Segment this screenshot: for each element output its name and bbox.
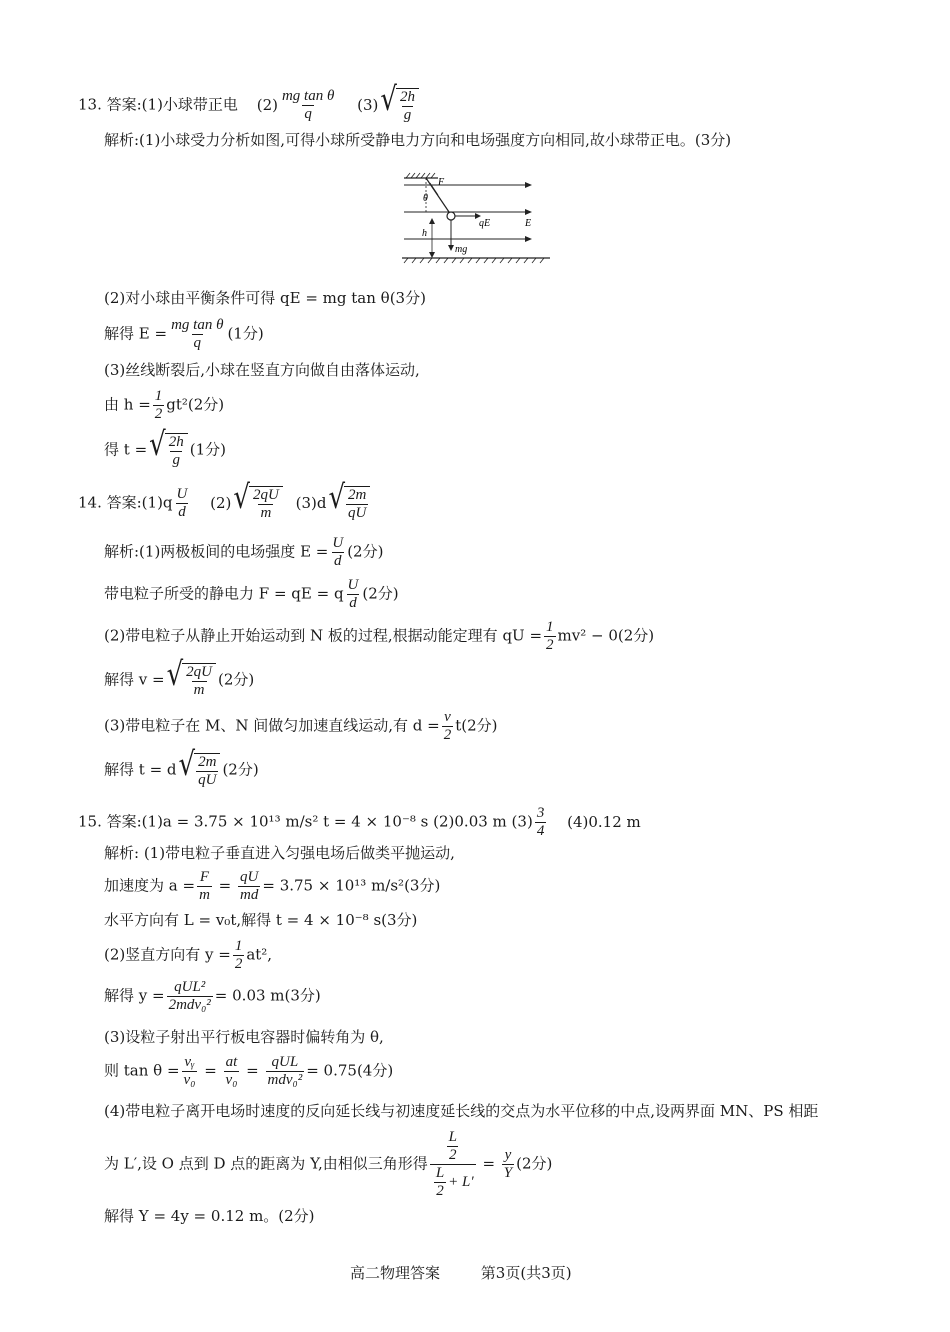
q14-a3-num: 2m (348, 487, 367, 503)
q15-a3-num: 3 (536, 805, 545, 821)
q15-l9-nd: 2 (448, 1147, 457, 1163)
q13-answer-line (78, 81, 421, 123)
q15-l9-dd: 2 (436, 1183, 444, 1199)
q13-solve-E-score: (1分) (227, 324, 264, 343)
q13-solve-E (104, 318, 264, 351)
q13-get-t-prefix: 得 t = (104, 440, 148, 459)
diagram-label-theta: θ (423, 193, 428, 204)
q15-line-7: 则 tan θ = $\frac{\text{vᵧ}}{\text{v₀}}$ = $\frac{at}{\text{v₀}}$ = $\frac{\text{qUL}}{\text{mdv₀²}}$ = 0.75(4分) (104, 1054, 394, 1088)
q15-a3-den: 4 (536, 823, 545, 839)
diagram-label-h: h (422, 228, 427, 239)
q13-answer-prefix: 13. 答案:(1)小球带正电 (78, 95, 238, 114)
diagram-label-F: F (438, 177, 445, 188)
q14-line-6: 解得 t = d √ $\frac{2m}{qU}$ (2分) (104, 746, 259, 788)
q13-by-h-prefix: 由 h = (104, 395, 151, 414)
q15-line-6: (3)设粒子射出平行板电容器时偏转角为 θ, (104, 1028, 384, 1046)
q14-a1-den: d (178, 504, 186, 520)
q15-answer-text: 15. 答案:(1)a = 3.75 × 10¹³ m/s² t = 4 × 10⁻⁸ s (2)0.03 m (3) (78, 812, 533, 831)
q15-line-3: 水平方向有 L = v₀t,解得 t = 4 × 10⁻⁸ s(3分) (104, 911, 418, 929)
q14-l1-score: (2分) (347, 542, 384, 561)
q13-analysis-1: 解析:(1)小球受力分析如图,可得小球所受静电力方向和电场强度方向相同,故小球带正电。(3分) (104, 131, 732, 149)
q15-l2-n2: qU (240, 869, 259, 885)
q15-l5-prefix: 解得 y = (104, 986, 165, 1005)
q13-get-t-den: g (172, 452, 180, 468)
q14-line-2 (104, 578, 399, 611)
q13-get-t-num: 2h (168, 434, 184, 450)
q13-a2-num: mg tan θ (281, 88, 335, 104)
q15-l9-rd: Y (503, 1165, 513, 1181)
q13-a3-num: 2h (399, 89, 415, 105)
q13-get-t: 得 t = √ $\frac{2h}{g}$ (1分) (104, 426, 226, 468)
q13-force-diagram (398, 168, 558, 268)
q14-line-3 (104, 620, 654, 653)
q14-l2-den: d (349, 595, 357, 611)
q13-a3-den: g (403, 107, 412, 123)
q15-l9-eq: = (482, 1154, 496, 1173)
q15-l2-d1: m (199, 887, 210, 903)
q13-a2-label: (2) (256, 95, 278, 114)
q14-a3-den: qU (348, 505, 367, 521)
q15-line-5 (104, 980, 321, 1013)
q15-l4-suffix: at², (246, 945, 273, 964)
q13-a3-sqrt: √ $\frac{2h}{g}$ (380, 88, 419, 123)
q13-by-h (104, 389, 224, 422)
q15-l9-dtail: + L′ (448, 1173, 474, 1190)
q14-l2-score: (2分) (362, 584, 399, 603)
q15-l4-den: 2 (234, 956, 243, 972)
q14-l3-suffix: mv² − 0(2分) (557, 626, 655, 645)
q13-solve-E-den: q (193, 335, 201, 351)
q14-answer-prefix: 14. 答案:(1)q (78, 493, 173, 512)
q14-a2-label: (2) (210, 493, 232, 512)
q14-line-4: 解得 v = √ $\frac{2qU}{m}$ (2分) (104, 656, 255, 698)
q15-line-10: 解得 Y = 4y = 0.12 m。(2分) (104, 1207, 315, 1225)
q13-solve-E-num: mg tan θ (171, 317, 224, 333)
q13-by-h-den: 2 (154, 406, 163, 422)
q14-a2-den: m (260, 505, 272, 521)
q13-get-t-score: (1分) (189, 440, 226, 459)
q14-l4-prefix: 解得 v = (104, 670, 165, 689)
q15-l9-prefix: 为 L′,设 O 点到 D 点的距离为 Y,由相似三角形得 (104, 1154, 428, 1173)
diagram-label-E: E (525, 218, 532, 229)
q15-a4: (4)0.12 m (567, 812, 641, 831)
footer-page: 第3页(共3页) (480, 1264, 572, 1282)
q15-line-9 (104, 1130, 552, 1199)
q15-l7-n3: qUL (271, 1054, 299, 1070)
q15-l9-dn: L (435, 1165, 445, 1181)
q15-l2-suffix: = 3.75 × 10¹³ m/s²(3分) (262, 876, 441, 895)
q14-l1-num: U (332, 535, 344, 551)
q15-line-2: 加速度为 a = $\frac{F}{m}$ = $\frac{qU}{md}$ = 3.75 × 10¹³ m/s²(3分) (104, 869, 441, 903)
q15-line-1: 解析: (1)带电粒子垂直进入匀强电场后做类平抛运动, (104, 844, 455, 862)
q14-l2-prefix: 带电粒子所受的静电力 F = qE = q (104, 584, 344, 603)
q14-l5-suffix: t(2分) (455, 716, 498, 735)
q14-l3-den: 2 (546, 637, 554, 653)
q15-l7-n2: at (225, 1054, 238, 1070)
q15-l7-prefix: 则 tan θ = (104, 1061, 180, 1080)
q15-l4-num: 1 (234, 938, 243, 954)
q15-l2-n1: F (199, 869, 210, 885)
q15-l7-d3: mdv₀² (267, 1072, 303, 1088)
q15-l5-suffix: = 0.03 m(3分) (214, 986, 321, 1005)
q15-l9-big-frac (430, 1130, 476, 1199)
q13-line-2: (2)对小球由平衡条件可得 qE = mg tan θ(3分) (104, 289, 426, 307)
q14-line-5 (104, 710, 498, 743)
footer-subject: 高二物理答案 (350, 1264, 441, 1282)
q15-l7-d2: v₀ (225, 1072, 238, 1088)
q15-l4-prefix: (2)竖直方向有 y = (104, 945, 231, 964)
q14-l5-den: 2 (443, 727, 452, 743)
q14-l3-num: 1 (546, 619, 554, 635)
q14-line-1 (104, 536, 383, 569)
q13-a2-den: q (304, 106, 312, 122)
q13-by-h-num: 1 (154, 388, 163, 404)
q15-l7-n1: vᵧ (184, 1054, 195, 1070)
q14-l4-score: (2分) (218, 670, 255, 689)
q14-l6-prefix: 解得 t = d (104, 760, 177, 779)
q13-solve-E-prefix: 解得 E = (104, 324, 168, 343)
q14-l1-den: d (334, 553, 342, 569)
q15-l9-score: (2分) (516, 1154, 553, 1173)
q14-l5-prefix: (3)带电粒子在 M、N 间做匀加速直线运动,有 d = (104, 716, 440, 735)
q14-l5-num: v (444, 709, 451, 725)
q15-l2-prefix: 加速度为 a = (104, 876, 196, 895)
q15-l2-d2: md (240, 887, 259, 903)
q15-l5-num: qUL² (174, 979, 206, 995)
q13-by-h-suffix: gt²(2分) (166, 395, 225, 414)
q14-a1-num: U (176, 486, 188, 502)
q15-l7-suffix: = 0.75(4分) (306, 1061, 394, 1080)
footer (350, 1266, 572, 1281)
diagram-label-qE: qE (479, 218, 491, 229)
q14-a3-label: (3)d (295, 493, 327, 512)
q15-l9-nn: L (448, 1129, 457, 1145)
q15-line-4 (104, 939, 272, 972)
q13-a3-label: (3) (357, 95, 379, 114)
q14-l2-num: U (347, 577, 359, 593)
q15-l9-rn: y (504, 1147, 512, 1163)
q14-l6-num: 2m (198, 754, 217, 770)
q13-line-3: (3)丝线断裂后,小球在竖直方向做自由落体运动, (104, 361, 420, 379)
q15-l5-den: 2mdv₀² (168, 997, 211, 1013)
q14-l6-den: qU (198, 772, 217, 788)
q14-l4-den: m (193, 682, 205, 698)
q15-line-8: (4)带电粒子离开电场时速度的反向延长线与初速度延长线的交点为水平位移的中点,设两界面 MN、PS 相距 (104, 1102, 819, 1120)
q14-answer-line: 14. 答案:(1)q $\frac{U}{d}$ (2) √ $\frac{2qU}{m}$ (3)d √ $\frac{2m}{qU}$ (78, 486, 372, 521)
q13-a2-frac (280, 89, 336, 122)
q15-answer-line (78, 806, 641, 839)
q15-l7-d1: v₀ (183, 1072, 196, 1088)
q14-a2-num: 2qU (252, 487, 279, 503)
q14-l1-prefix: 解析:(1)两极板间的电场强度 E = (104, 542, 329, 561)
q14-l4-num: 2qU (186, 664, 213, 680)
diagram-label-mg: mg (455, 244, 468, 255)
q14-l6-score: (2分) (222, 760, 259, 779)
q14-l3-prefix: (2)带电粒子从静止开始运动到 N 板的过程,根据动能定理有 qU = (104, 626, 543, 645)
